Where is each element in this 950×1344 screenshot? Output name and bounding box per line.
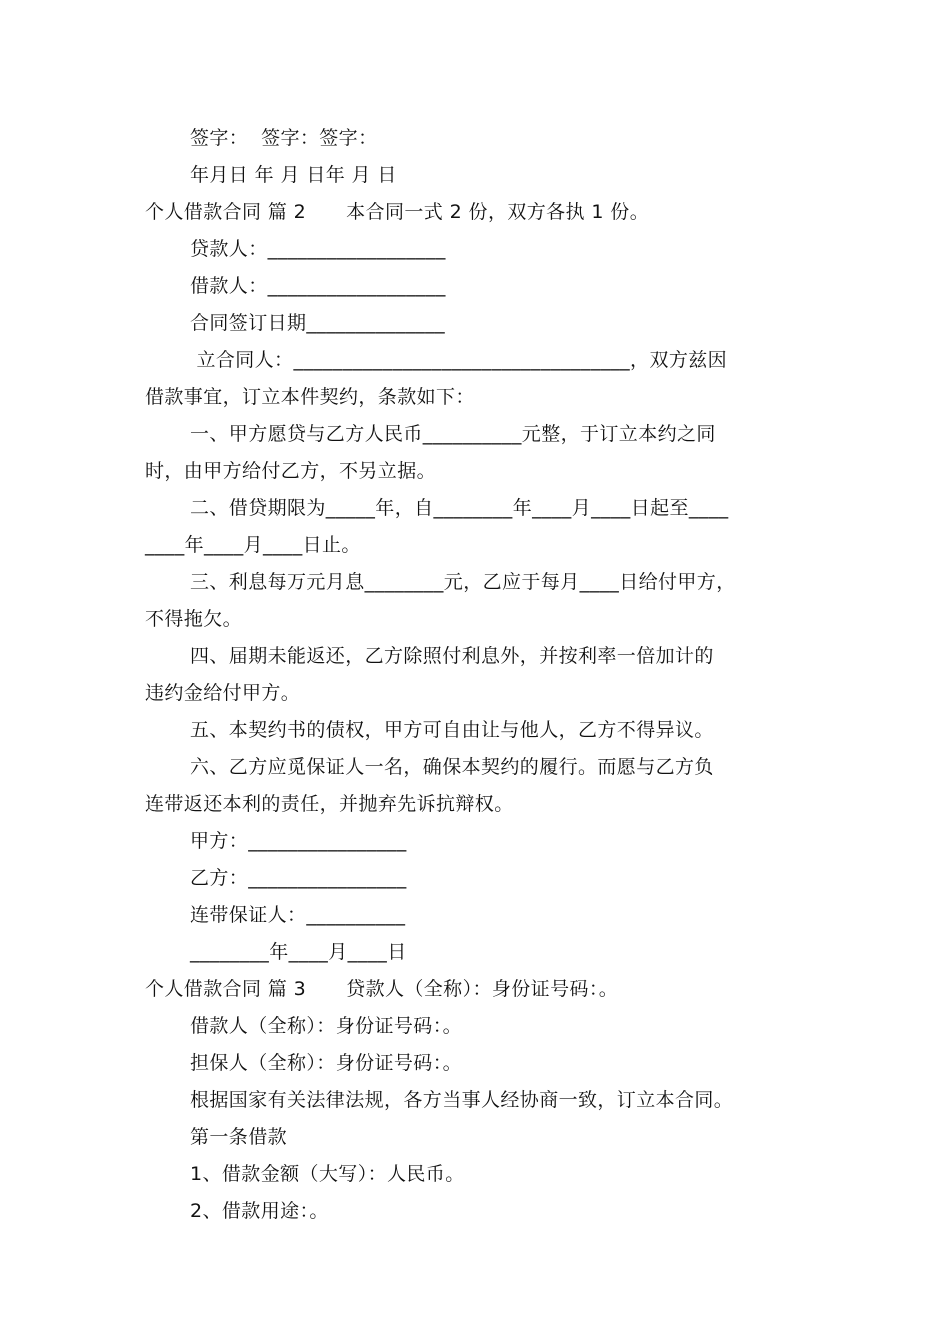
paragraph-line: 担保人（全称）：身份证号码：。 [190, 1052, 463, 1074]
signature-line: 签字： 签字：签字： [190, 127, 378, 149]
section-title: 个人借款合同 篇 3 [145, 978, 307, 1000]
paragraph-line: 根据国家有关法律法规，各方当事人经协商一致，订立本合同。 [190, 1089, 734, 1111]
lender-field: 贷款人：__________________ [190, 238, 446, 260]
paragraph-line: 二、借贷期限为_____年，自________年____月____日起至____ [190, 497, 729, 519]
section-title: 个人借款合同 篇 2 [145, 201, 307, 223]
paragraph-line: ____年____月____日止。 [145, 534, 361, 556]
paragraph-line: 不得拖欠。 [145, 608, 243, 630]
paragraph-line: 三、利息每万元月息________元，乙应于每月____日给付甲方， [190, 571, 736, 593]
section-inline-text: 贷款人（全称）：身份证号码：。 [346, 978, 619, 1000]
paragraph-line: 时，由甲方给付乙方，不另立据。 [145, 460, 437, 482]
paragraph-line: 立合同人：__________________________________，双方兹因 [190, 349, 728, 371]
borrower-field: 借款人：__________________ [190, 275, 446, 297]
paragraph-line: 六、乙方应觅保证人一名，确保本契约的履行。而愿与乙方负 [190, 756, 714, 778]
paragraph-line: 借款人（全称）：身份证号码：。 [190, 1015, 463, 1037]
date-line: 年月日 年 月 日年 月 日 [190, 164, 397, 186]
party-b-field: 乙方：________________ [190, 867, 407, 889]
paragraph-line: 连带返还本利的责任，并抛弃先诉抗辩权。 [145, 793, 514, 815]
paragraph-line: 一、甲方愿贷与乙方人民币__________元整，于订立本约之同 [190, 423, 716, 445]
paragraph-line: 1、借款金额（大写）：人民币。 [190, 1163, 465, 1185]
paragraph-line: 四、届期未能返还，乙方除照付利息外，并按利率一倍加计的 [190, 645, 714, 667]
paragraph-line: 借款事宜，订立本件契约，条款如下： [145, 386, 475, 408]
guarantor-field: 连带保证人：__________ [190, 904, 406, 926]
party-a-field: 甲方：________________ [190, 830, 407, 852]
sign-date-field: 合同签订日期______________ [190, 312, 446, 334]
paragraph-line: 五、本契约书的债权，甲方可自由让与他人，乙方不得异议。 [190, 719, 714, 741]
paragraph-line: 违约金给付甲方。 [145, 682, 301, 704]
section-inline-text: 本合同一式 2 份，双方各执 1 份。 [346, 201, 650, 223]
date-field: ________年____月____日 [190, 941, 407, 963]
paragraph-line: 2、借款用途：。 [190, 1200, 329, 1222]
section-heading-3 [145, 977, 618, 1001]
article-heading: 第一条借款 [190, 1126, 288, 1148]
section-heading-2 [145, 200, 649, 224]
